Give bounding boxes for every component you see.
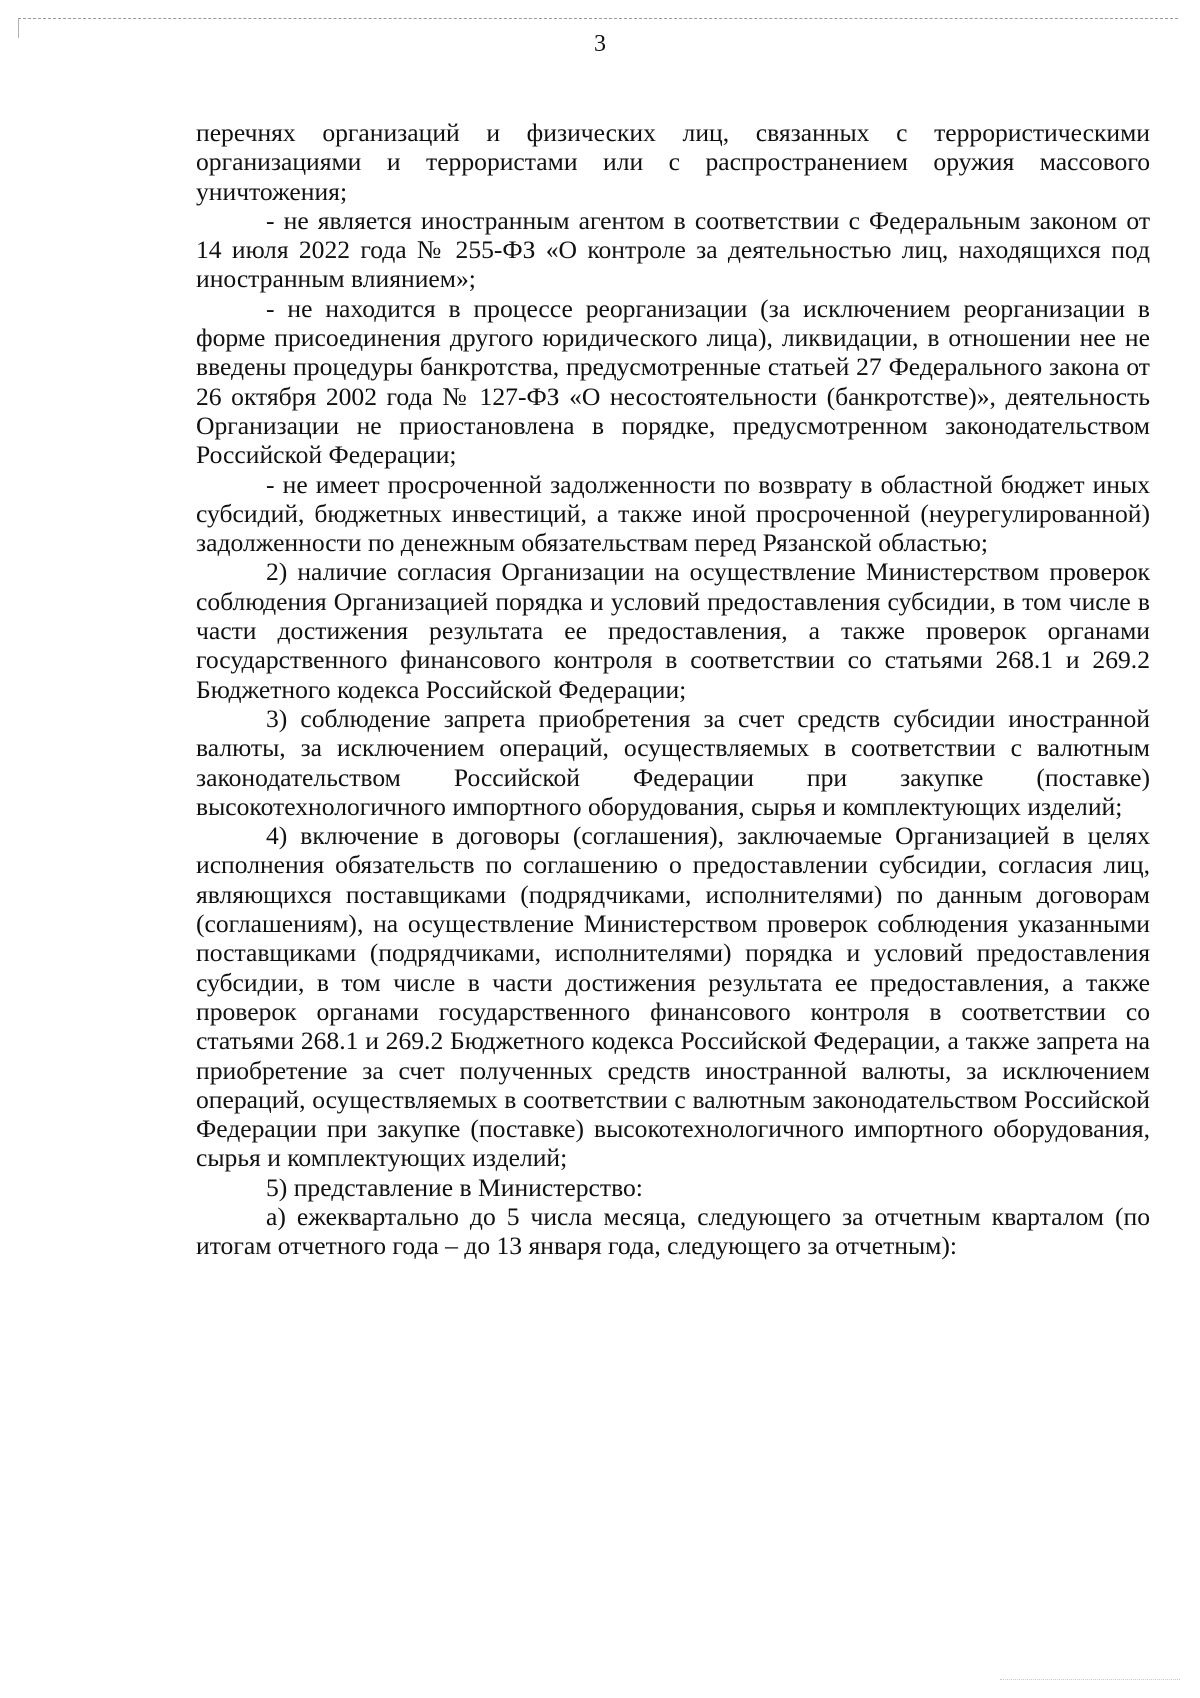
paragraph: - не имеет просроченной задолженности по возврату в областной бюджет иных субсидий, бюджетных инвестиций, а также иной просроченной (неурегулированной) задолженности по денежным обязательствам перед Рязанской областью;: [196, 469, 1150, 558]
paragraph: - не является иностранным агентом в соответствии с Федеральным законом от 14 июля 2022 года № 255-ФЗ «О контроле за деятельностью лиц, находящихся под иностранным влиянием»;: [196, 205, 1150, 294]
scan-border-bottom: [1000, 1679, 1180, 1680]
paragraph: перечнях организаций и физических лиц, связанных с террористическими организациями и террористами или с распространением оружия массового уничтожения;: [196, 118, 1150, 206]
scan-border-top: [18, 18, 1178, 19]
paragraph: 2) наличие согласия Организации на осуществление Министерством проверок соблюдения Организацией порядка и условий предоставления субсидии, в том числе в части достижения результата ее предоставления, а также проверок органами государственного финансового контроля в соответствии со статьями 268.1 и 269.2 Бюджетного кодекса Российской Федерации;: [196, 557, 1150, 704]
paragraph: 5) представление в Министерство:: [266, 1172, 643, 1202]
paragraph: 3) соблюдение запрета приобретения за счет средств субсидии иностранной валюты, за исключением операций, осуществляемых в соответствии с валютным законодательством Российской Федерации при закупке (поставке) высокотехнологичного импортного оборудования, сырья и комплектующих изделий;: [196, 703, 1150, 821]
paragraph: 4) включение в договоры (соглашения), заключаемые Организацией в целях исполнения обязательств по соглашению о предоставлении субсидии, согласия лиц, являющихся поставщиками (подрядчиками, исполнителями) по данным договорам (соглашениям), на осуществление Министерством проверок соблюдения указанными поставщиками (подрядчиками, исполнителями) порядка и условий предоставления субсидии, в том числе в части достижения результата ее предоставления, а также проверок органами государственного финансового контроля в соответствии со статьями 268.1 и 269.2 Бюджетного кодекса Российской Федерации, а также запрета на приобретение за счет полученных средств иностранной валюты, за исключением операций, осуществляемых в соответствии с валютным законодательством Российской Федерации при закупке (поставке) высокотехнологичного импортного оборудования, сырья и комплектующих изделий;: [196, 821, 1150, 1173]
document-body: [196, 118, 1150, 1261]
paragraph: а) ежеквартально до 5 числа месяца, следующего за отчетным кварталом (по итогам отчетного года – до 13 января года, следующего за отчетным):: [196, 1201, 1150, 1261]
page-number: 3: [594, 31, 606, 57]
paragraph: - не находится в процессе реорганизации (за исключением реорганизации в форме присоединения другого юридического лица), ликвидации, в отношении нее не введены процедуры банкротства, предусмотренные статьей 27 Федерального закона от 26 октября 2002 года № 127-ФЗ «О несостоятельности (банкротстве)», деятельность Организации не приостановлена в порядке, предусмотренном законодательством Российской Федерации;: [196, 293, 1150, 470]
